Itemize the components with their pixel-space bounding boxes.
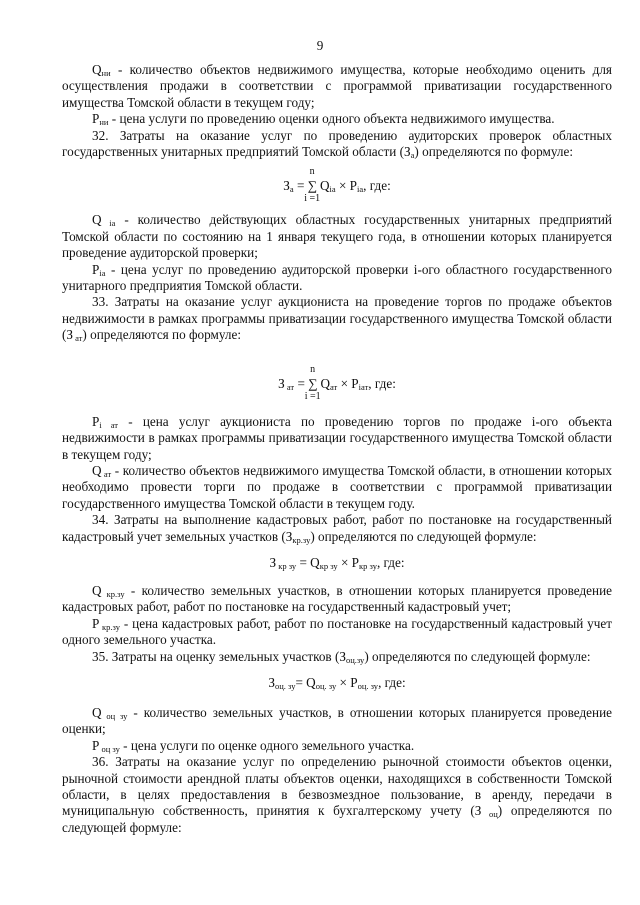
paragraph-p-krzu: P $_{кр.зу}$ - цена кадастровых работ, работ по постановке на государственный кадастровый учет одного земельного участка. — [62, 615, 612, 648]
paragraph-q-oczu: Q $_{оц зу}$ - количество земельных участков, в отношении которых планируется проведение оценки; — [62, 704, 612, 737]
formula-auction: З $_{ат}$ = n ∑ i =1 $Q_{ат} \times P_{iат}$, где: — [278, 363, 396, 402]
paragraph-q-ia: Q $_{iа}$ - количество действующих областных государственных унитарных предприятий Томской области по состоянию на 1 января текущего года, в отношении которых планируется проведение аудиторской проверки; — [62, 212, 612, 261]
document-body — [62, 62, 612, 836]
formula-land-valuation: $З_{оц. зу}= Q_{оц. зу} \times P_{оц. зу}$, где: — [268, 674, 406, 691]
paragraph-35: 35. Затраты на оценку земельных участков $(З_{оц.зу})$ определяются по следующей формуле: — [92, 648, 591, 665]
paragraph-32: 32. Затраты на оказание услуг по проведению аудиторских проверок областных государственных унитарных предприятий Томской области $(З_а)$ определяются по формуле: — [62, 127, 612, 161]
paragraph-q-ni: $Q_{ни}$ - количество объектов недвижимого имущества, которые необходимо оценить для осуществления продажи в соответствии с программой приватизации государственного имущества Томской области в текущем году; — [62, 62, 612, 110]
page-number: 9 — [316, 38, 324, 53]
paragraph-p-iat: $P_{i ат}$ - цена услуг аукциониста по проведению торгов по продаже i-ого объекта недвижимости в рамках программы приватизации государственного имущества Томской области в текущем году; — [62, 413, 612, 462]
formula-cadastral: З $_{кр зу} = Q_{кр зу} \times P_{кр зу}$, где: — [269, 554, 405, 571]
paragraph-34: 34. Затраты на выполнение кадастровых работ, работ по постановке на государственный кадастровый учет земельных участков $(З_{кр.зу})$ определяются по следующей формуле: — [62, 512, 612, 545]
paragraph-p-ia: $P_{iа}$ - цена услуг по проведению аудиторской проверки i-ого областного государственного унитарного предприятия Томской области. — [62, 261, 612, 294]
formula-audit: $З_а$ = n ∑ i =1 $Q_{iа} \times P_{iа}$, где: — [283, 166, 391, 205]
paragraph-q-at: Q $_{ат}$ - количество объектов недвижимого имущества Томской области, в отношении которых необходимо провести торги по продаже в соответствии с программой приватизации государственного имущества Томской области в текущем году. — [62, 462, 612, 511]
paragraph-p-ni: $P_{ни}$ - цена услуги по проведению оценки одного объекта недвижимого имущества. — [92, 111, 555, 128]
paragraph-33: 33. Затраты на оказание услуг аукциониста на проведение торгов по продаже объектов недвижимости в рамках программы приватизации государственного имущества Томской области (З $_{ат}$) определяются по формуле: — [62, 294, 612, 344]
paragraph-p-oczu: P $_{оц зу}$ - цена услуги по оценке одного земельного участка. — [92, 737, 415, 754]
paragraph-q-krzu: Q $_{кр.зу}$ - количество земельных участков, в отношении которых планируется проведение кадастровых работ, работ по постановке на государственный кадастровый учет; — [62, 582, 613, 615]
paragraph-36: 36. Затраты на оказание услуг по определению рыночной стоимости объектов оценки, рыночной стоимости арендной платы объектов оценки, находящихся в собственности Томской области, в целях предоставления в безвозмездное пользование, в аренду, передачи в муниципальную собственность, принятия к бухгалтерскому учету (З $_{оц}$) определяются по следующей формуле: — [62, 754, 612, 835]
